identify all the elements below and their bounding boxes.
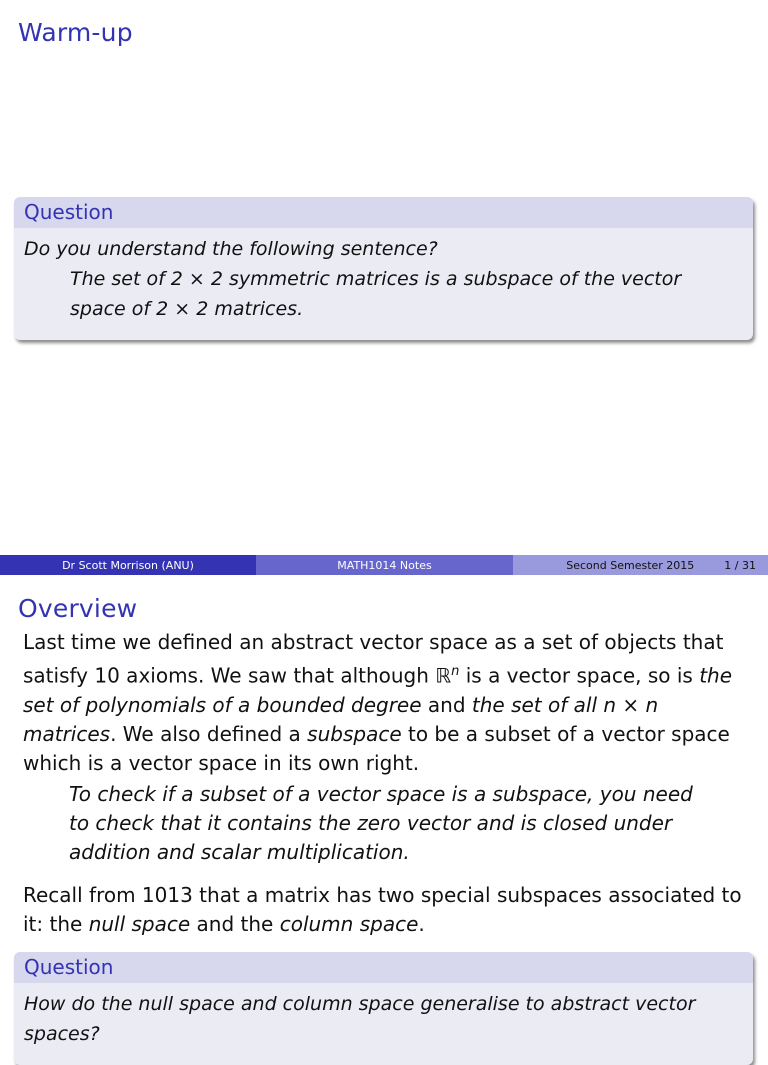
- footer-page-number: 1 / 31: [724, 558, 756, 572]
- text-run: and the: [190, 912, 280, 936]
- subspace-check-quote: To check if a subset of a vector space is a subspace, you need to check that it contains the zero vector and is closed under addition and scalar multiplication.: [69, 782, 693, 864]
- question-block: [14, 197, 753, 340]
- block-title: Question: [14, 952, 753, 983]
- footer-bar: [0, 555, 768, 575]
- footer-semester: Second Semester 2015: [566, 558, 695, 572]
- block-title: Question: [14, 197, 753, 228]
- text-run: .: [418, 912, 425, 936]
- emphasis: the set of all n × n matrices: [23, 692, 659, 746]
- quote-line: The set of 2 × 2 symmetric matrices is a subspace of the vector: [70, 268, 682, 290]
- emphasis: subspace: [307, 721, 402, 746]
- footer-author: Dr Scott Morrison (ANU): [0, 555, 256, 575]
- quote-line: space of 2 × 2 matrices.: [70, 298, 304, 320]
- text-run: and: [421, 692, 472, 717]
- superscript: n: [451, 664, 460, 679]
- footer-info: [513, 555, 768, 575]
- question-prompt: How do the null space and column space generalise to abstract vector spaces?: [24, 993, 696, 1045]
- question-prompt: Do you understand the following sentence?: [24, 238, 438, 260]
- frame-title: Warm-up: [18, 18, 133, 47]
- emphasis: the set of polynomials of a bounded degree: [23, 663, 733, 717]
- emphasis: null space: [88, 912, 191, 936]
- recall-paragraph: [23, 881, 748, 939]
- text-run: . We also defined a: [110, 721, 308, 746]
- text-run: Recall from 1013 that a matrix has two special subspaces associated to it: the: [23, 883, 742, 936]
- block-body: [14, 983, 753, 1065]
- text-run: is a vector space, so is: [459, 663, 700, 688]
- block-body: [14, 228, 753, 340]
- overview-paragraph: [23, 628, 748, 778]
- text-run: Last time we defined an abstract vector space as a set of objects that satisfy 10 axioms. We saw that although ℝ: [23, 630, 724, 688]
- slide-overview: [0, 576, 768, 1045]
- frame-title: Overview: [18, 594, 138, 623]
- text-run: to be a subset of a vector space which is a vector space in its own right.: [23, 721, 730, 775]
- emphasis: column space: [279, 912, 419, 936]
- footer-course: MATH1014 Notes: [256, 555, 513, 575]
- question-block: [14, 952, 753, 1065]
